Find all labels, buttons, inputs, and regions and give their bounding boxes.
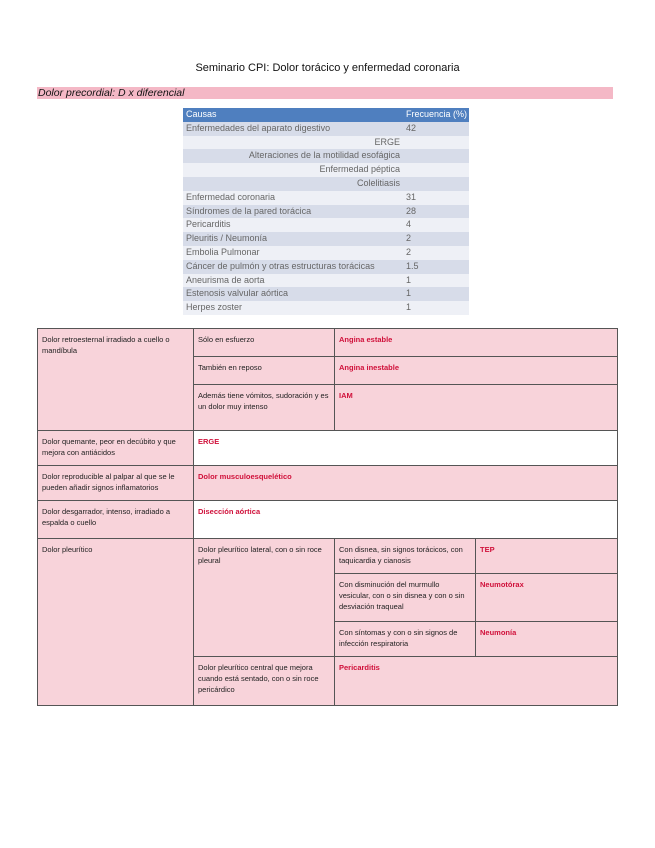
cause-cell: Herpes zoster	[183, 301, 403, 315]
table-row	[183, 287, 469, 301]
cause-cell: Síndromes de la pared torácica	[183, 205, 403, 219]
table-row	[183, 122, 469, 136]
cause-cell: Enfermedad péptica	[183, 163, 403, 177]
symptom-cell: Dolor pleurítico	[38, 539, 194, 706]
cause-cell: ERGE	[183, 136, 403, 150]
diagnosis-cell: Pericarditis	[335, 657, 618, 706]
table-row	[183, 191, 469, 205]
sign-cell: Con disminución del murmullo vesicular, con o sin disnea y con o sin desviación traqueal	[335, 574, 476, 622]
diagnosis-cell: TEP	[476, 539, 618, 574]
table-row	[183, 163, 469, 177]
table-row	[38, 329, 618, 357]
cause-cell: Cáncer de pulmón y otras estructuras torácicas	[183, 260, 403, 274]
table-row	[183, 177, 469, 191]
frequency-cell: 28	[403, 205, 469, 219]
frequency-table	[183, 108, 469, 315]
differential-diagnosis-table	[37, 328, 618, 706]
frequency-cell	[403, 163, 469, 177]
diagnosis-cell: Dolor musculoesquelético	[194, 466, 618, 501]
header-cell: Causas	[183, 108, 403, 122]
condition-cell: Dolor pleurítico central que mejora cuando está sentado, con o sin roce pericárdico	[194, 657, 335, 706]
table-row	[38, 539, 618, 574]
frequency-cell: 1	[403, 274, 469, 288]
diagnosis-cell: Neumonía	[476, 622, 618, 657]
cause-cell: Pleuritis / Neumonía	[183, 232, 403, 246]
sign-cell: Con síntomas y con o sin signos de infección respiratoria	[335, 622, 476, 657]
table-row	[183, 260, 469, 274]
table-row	[183, 136, 469, 150]
frequency-cell: 1.5	[403, 260, 469, 274]
symptom-cell: Dolor desgarrador, intenso, irradiado a espalda o cuello	[38, 501, 194, 539]
cause-cell: Estenosis valvular aórtica	[183, 287, 403, 301]
frequency-cell: 2	[403, 246, 469, 260]
frequency-cell	[403, 177, 469, 191]
cause-cell: Enfermedad coronaria	[183, 191, 403, 205]
condition-cell: Sólo en esfuerzo	[194, 329, 335, 357]
cause-cell: Pericarditis	[183, 218, 403, 232]
frequency-cell: 2	[403, 232, 469, 246]
condition-cell: También en reposo	[194, 357, 335, 385]
table-row	[183, 205, 469, 219]
table-row	[38, 501, 618, 539]
header-cell: Frecuencia (%)	[403, 108, 469, 122]
table-row	[38, 431, 618, 466]
table-row	[183, 218, 469, 232]
table-row	[183, 232, 469, 246]
document-title: Seminario CPI: Dolor torácico y enfermedad coronaria	[195, 62, 460, 74]
diagnosis-cell: IAM	[335, 385, 618, 431]
cause-cell: Aneurisma de aorta	[183, 274, 403, 288]
condition-cell: Además tiene vómitos, sudoración y es un dolor muy intenso	[194, 385, 335, 431]
table-header-row	[183, 108, 469, 122]
frequency-cell: 1	[403, 301, 469, 315]
cause-cell: Embolia Pulmonar	[183, 246, 403, 260]
table-row	[183, 274, 469, 288]
symptom-cell: Dolor retroesternal irradiado a cuello o mandíbula	[38, 329, 194, 431]
diagnosis-cell: Neumotórax	[476, 574, 618, 622]
frequency-cell	[403, 136, 469, 150]
cause-cell: Colelitiasis	[183, 177, 403, 191]
table-row	[183, 149, 469, 163]
diagnosis-cell: Angina estable	[335, 329, 618, 357]
cause-cell: Enfermedades del aparato digestivo	[183, 122, 403, 136]
symptom-cell: Dolor quemante, peor en decúbito y que mejora con antiácidos	[38, 431, 194, 466]
frequency-cell: 42	[403, 122, 469, 136]
symptom-cell: Dolor reproducible al palpar al que se le pueden añadir signos inflamatorios	[38, 466, 194, 501]
frequency-cell: 31	[403, 191, 469, 205]
table-row	[38, 466, 618, 501]
diagnosis-cell: ERGE	[194, 431, 618, 466]
frequency-cell	[403, 149, 469, 163]
cause-cell: Alteraciones de la motilidad esofágica	[183, 149, 403, 163]
section-heading: Dolor precordial: D x diferencial	[37, 87, 613, 99]
table-row	[183, 301, 469, 315]
sign-cell: Con disnea, sin signos torácicos, con taquicardia y cianosis	[335, 539, 476, 574]
diagnosis-cell: Disección aórtica	[194, 501, 618, 539]
frequency-cell: 1	[403, 287, 469, 301]
diagnosis-cell: Angina inestable	[335, 357, 618, 385]
frequency-cell: 4	[403, 218, 469, 232]
condition-cell: Dolor pleurítico lateral, con o sin roce pleural	[194, 539, 335, 657]
table-row	[183, 246, 469, 260]
